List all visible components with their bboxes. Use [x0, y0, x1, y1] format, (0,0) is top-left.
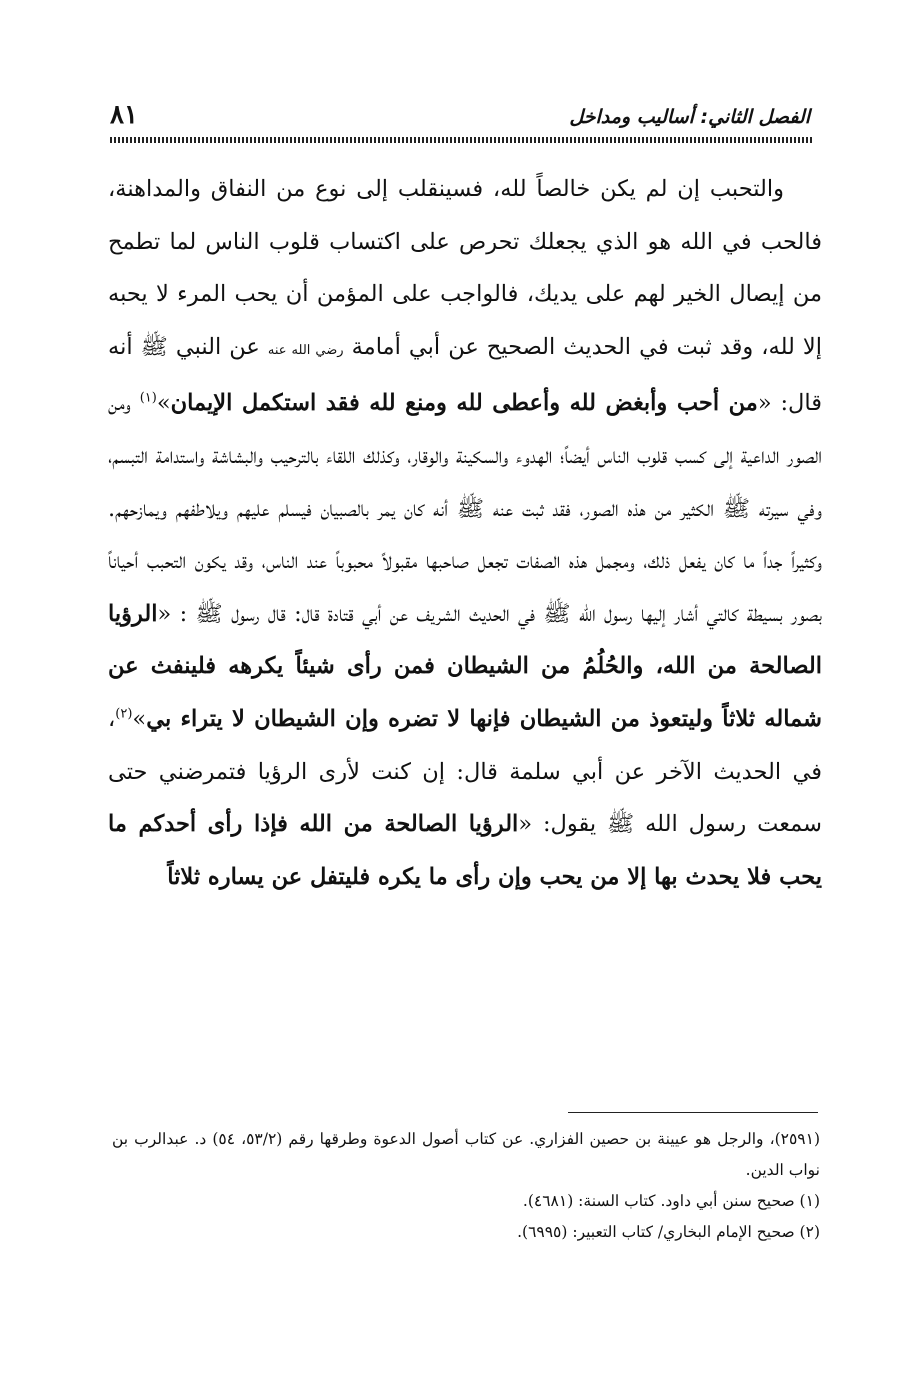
text-run: » — [156, 390, 171, 417]
page-header — [110, 88, 810, 128]
footnote-divider — [568, 1112, 818, 1113]
honorific-pbuh: ﷺ — [140, 333, 168, 360]
text-run: في الحديث الشريف عن أبي قتادة قال: قال رسول — [222, 600, 544, 627]
honorific: رضي الله عنه — [267, 342, 344, 358]
honorific-pbuh: ﷺ — [543, 600, 571, 627]
hadith-quote: من أحب وأبغض لله وأعطى لله ومنع لله فقد استكمل الإيمان — [170, 390, 758, 417]
footnote-ref: (١) — [139, 390, 157, 406]
main-text — [108, 163, 822, 903]
hadith-quote: الرؤيا الصالحة من الله فإذا رأى أحدكم ما يحب فلا يحدث بها إلا من يحب وإن رأى ما يكره فليتفل عن يساره ثلاثاً — [108, 811, 822, 890]
honorific-pbuh: ﷺ — [195, 600, 223, 627]
text-run: ومن الصور الداعية إلى كسب قلوب الناس أيضاً؛ الهدوء والسكينة والوقار، وكذلك اللقاء بالترحيب والبشاشة واستدامة التبسم، وفي سيرته — [108, 390, 822, 522]
hadith-quote: الرؤيا الصالحة من الله، والحُلُمُ من الشيطان فمن رأى شيئاً يكرهه فلينفث عن شماله ثلاثاً وليتعوذ من الشيطان فإنها لا تضره وإن الشيطان لا يتراء بي — [108, 600, 822, 732]
text-run: » — [132, 705, 147, 732]
text-run: أنه كان يمر بالصبيان فيسلم عليهم ويلاطفهم ويمازحهم. وكثيراً جداً ما كان يفعل ذلك، ومجمل هذه الصفات تجعل صاحبها مقبولاً محبوباً عند الناس، وقد يكون التحبب أحياناً بصور بسيطة كالتي أشار إليها رسول الله — [108, 495, 822, 627]
page-number: ٨١ — [110, 100, 138, 130]
text-run: ، في الحديث الآخر عن أبي سلمة قال: إن كنت لأرى الرؤيا فتمرضني حتى سمعت رسول الله — [108, 705, 822, 838]
text-run: عن النبي — [167, 333, 268, 360]
footnote-1: (١) صحيح سنن أبي داود. كتاب السنة: (٤٦٨١). — [522, 1192, 820, 1210]
text-run: : « — [157, 600, 196, 627]
text-run: الكثير من هذه الصور، فقد ثبت عنه — [484, 495, 723, 522]
honorific-pbuh: ﷺ — [607, 811, 635, 838]
footnote-2: (٢) صحيح الإمام البخاري/ كتاب التعبير: (٦٩٩٥). — [517, 1223, 820, 1241]
header-divider — [110, 137, 813, 143]
body-paragraph — [108, 163, 822, 903]
honorific-pbuh: ﷺ — [722, 495, 751, 522]
text-run: والتحبب إن لم يكن خالصاً لله، فسينقلب إلى نوع من النفاق والمداهنة، فالحب في الله هو الذي يجعلك تحرص على اكتساب قلوب الناس لما تطمح من إيصال الخير لهم على يديك، فالواجب على المؤمن أن يحب المرء لا يحبه إلا لله، وقد ثبت في الحديث الصحيح عن أبي أمامة — [108, 176, 822, 360]
text-run: يقول: « — [518, 811, 608, 838]
footnotes — [112, 1124, 820, 1248]
footnote-continued: (٢٥٩١)، والرجل هو عيينة بن حصين الفزاري. عن كتاب أصول الدعوة وطرقها رقم (٥٣/٢، ٥٤) د. عبدالرب بن نواب الدين. — [112, 1130, 820, 1179]
footnote-ref: (٢) — [115, 706, 133, 722]
text-run: أنه قال: « — [108, 333, 822, 417]
honorific-pbuh: ﷺ — [456, 495, 484, 522]
chapter-title: الفصل الثاني: أساليب ومداخل — [569, 106, 810, 128]
